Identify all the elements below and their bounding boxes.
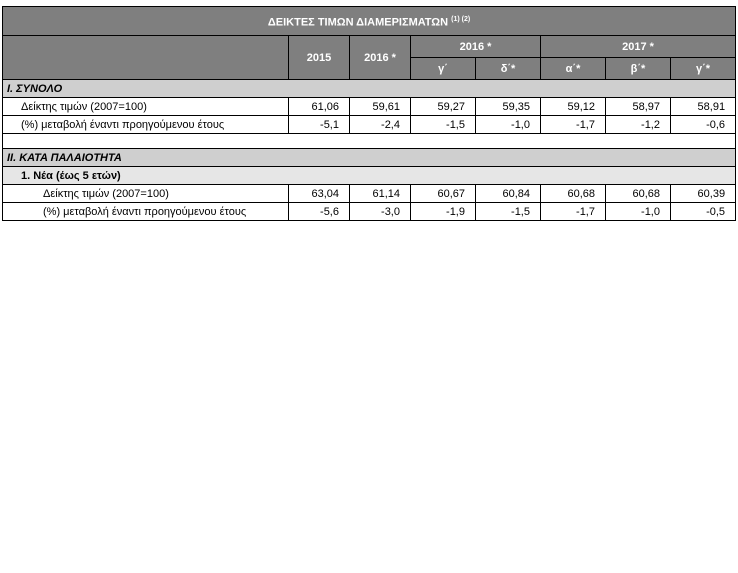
header-q-2016-3: γ΄: [411, 58, 476, 80]
row-label: Δείκτης τιμών (2007=100): [3, 185, 289, 203]
table-cell: -1,0: [606, 203, 671, 221]
table-cell: -0,6: [671, 116, 736, 134]
table-title-row: [3, 7, 736, 36]
table-cell: 59,61: [350, 98, 411, 116]
table-cell: 58,97: [606, 98, 671, 116]
table-cell: 61,14: [350, 185, 411, 203]
row-label: Δείκτης τιμών (2007=100): [3, 98, 289, 116]
table-row: [3, 185, 736, 203]
table-cell: -1,2: [606, 116, 671, 134]
header-2016-annual: 2016 *: [350, 36, 411, 80]
section-title: ΙΙ. ΚΑΤΑ ΠΑΛΑΙΟΤΗΤΑ: [3, 149, 736, 167]
table-cell: -1,7: [541, 203, 606, 221]
table-cell: 58,91: [671, 98, 736, 116]
header-2017-quarters: 2017 *: [541, 36, 736, 58]
table-cell: -5,1: [289, 116, 350, 134]
row-label: (%) μεταβολή έναντι προηγούμενου έτους: [3, 116, 289, 134]
section-title: Ι. ΣΥΝΟΛΟ: [3, 80, 736, 98]
header-q-2016-4: δ΄*: [476, 58, 541, 80]
apartment-price-index-table: [2, 6, 736, 221]
table-cell: -1,7: [541, 116, 606, 134]
table-cell: 59,27: [411, 98, 476, 116]
table-row: [3, 203, 736, 221]
table-cell: -1,5: [476, 203, 541, 221]
header-2015: 2015: [289, 36, 350, 80]
table-cell: 60,84: [476, 185, 541, 203]
table-row: [3, 98, 736, 116]
table-cell: -1,9: [411, 203, 476, 221]
table-cell: 60,68: [541, 185, 606, 203]
header-2016-quarters: 2016 *: [411, 36, 541, 58]
subgroup-title: 1. Νέα (έως 5 ετών): [3, 167, 736, 185]
table-title: ΔΕΙΚΤΕΣ ΤΙΜΩΝ ΔΙΑΜΕΡΙΣΜΑΤΩΝ $^{(1) (2)}$: [3, 7, 736, 36]
table-cell: -1,5: [411, 116, 476, 134]
table-cell: -1,0: [476, 116, 541, 134]
section-header-row: [3, 80, 736, 98]
header-q-2017-1: α΄*: [541, 58, 606, 80]
table-cell: 60,39: [671, 185, 736, 203]
table-cell: 60,67: [411, 185, 476, 203]
table-cell: -5,6: [289, 203, 350, 221]
table-cell: 59,12: [541, 98, 606, 116]
table-cell: 59,35: [476, 98, 541, 116]
table-row: [3, 116, 736, 134]
table-cell: 61,06: [289, 98, 350, 116]
row-label: (%) μεταβολή έναντι προηγούμενου έτους: [3, 203, 289, 221]
header-q-2017-3: γ΄*: [671, 58, 736, 80]
table-cell: -0,5: [671, 203, 736, 221]
subgroup-header-row: [3, 167, 736, 185]
header-q-2017-2: β΄*: [606, 58, 671, 80]
table-cell: -2,4: [350, 116, 411, 134]
spacer-cell: [3, 134, 736, 149]
section-header-row: [3, 149, 736, 167]
table-cell: 60,68: [606, 185, 671, 203]
section-spacer: [3, 134, 736, 149]
table-cell: 63,04: [289, 185, 350, 203]
table-cell: -3,0: [350, 203, 411, 221]
header-row-years: [3, 36, 736, 58]
header-blank: [3, 36, 289, 80]
